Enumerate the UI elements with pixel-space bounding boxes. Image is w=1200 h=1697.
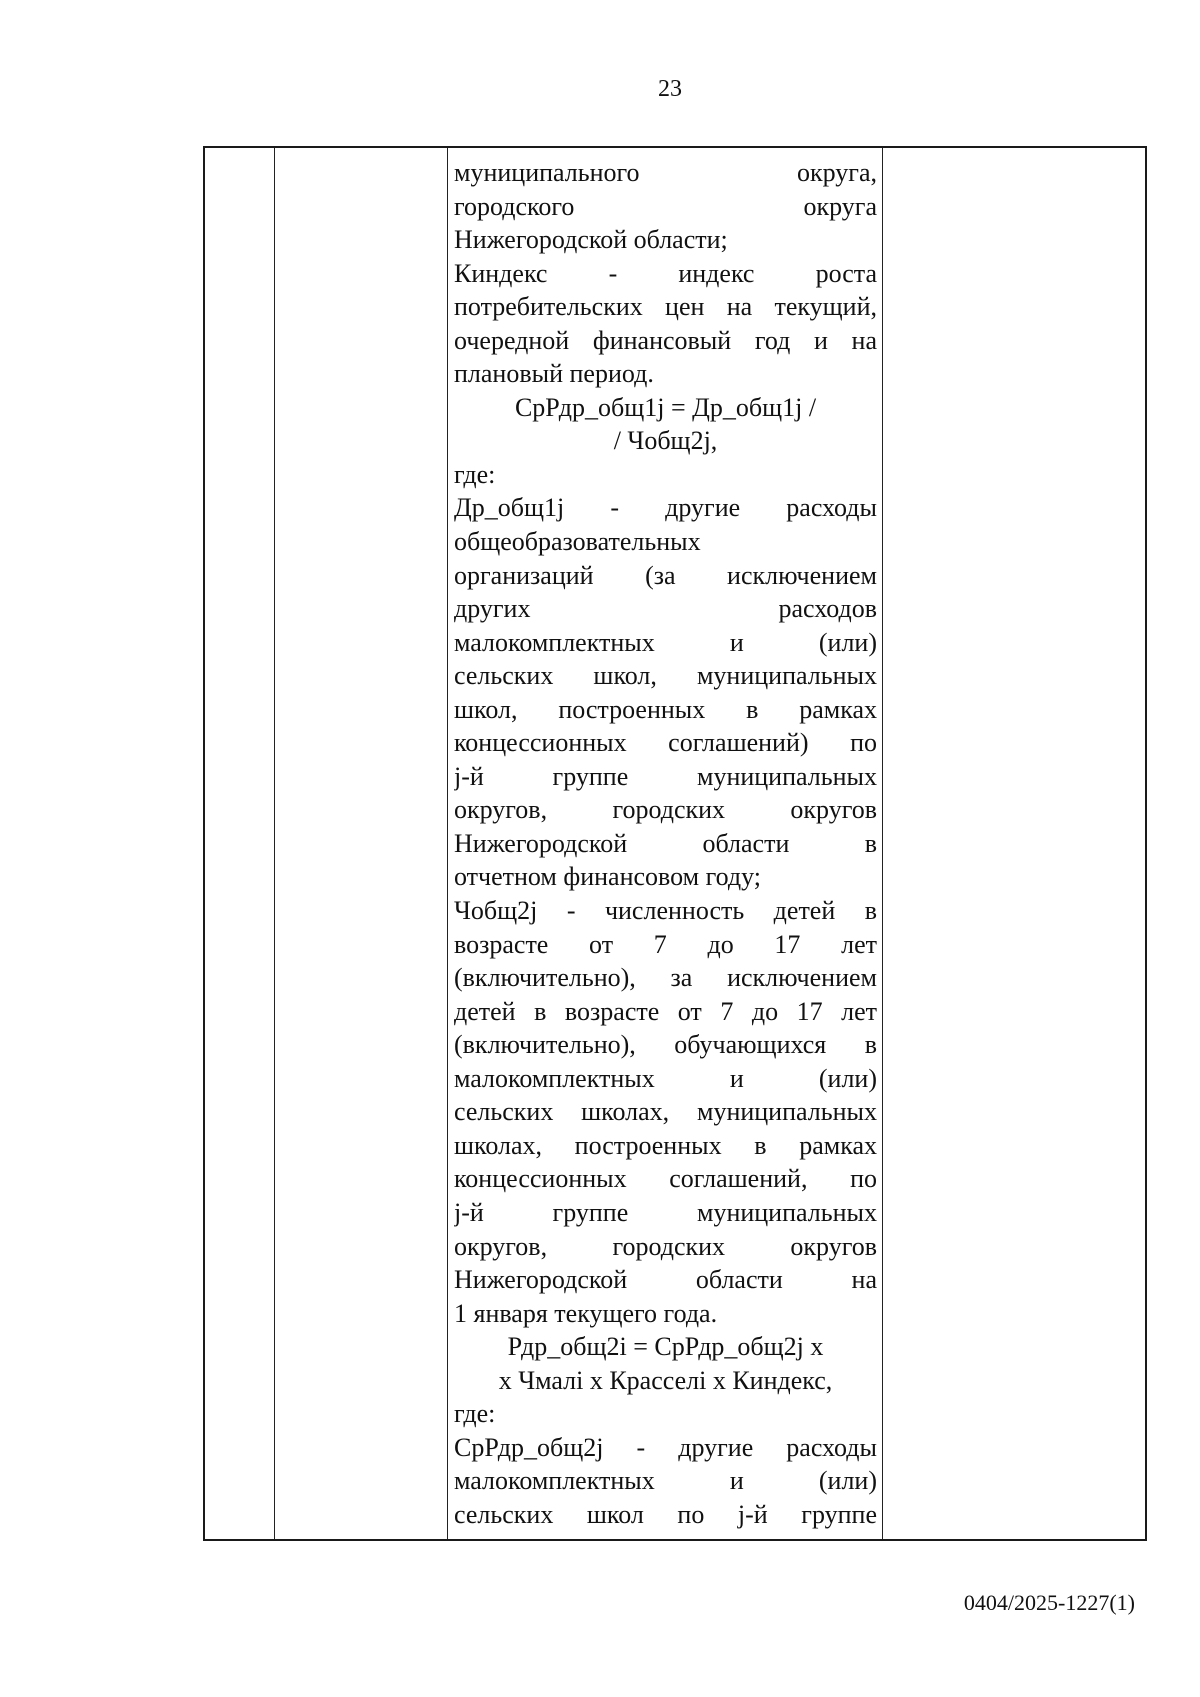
text-line: сельских школах, муниципальных (454, 1097, 877, 1127)
text-line: (включительно), обучающихся в (454, 1030, 877, 1060)
text-line: где: (454, 1399, 496, 1429)
text-line: очередной финансовый год и на (454, 325, 877, 355)
text-line: малокомплектных и (или) (454, 1063, 877, 1093)
text-line: муниципального округа, (454, 158, 877, 187)
text-line: концессионных соглашений) по (454, 728, 877, 758)
page-number: 23 (658, 76, 682, 102)
text-line: округов, городских округов (454, 795, 877, 825)
text-line: / Чобщ2j, (613, 426, 718, 456)
text-line: малокомплектных и (или) (454, 627, 877, 657)
text-line: организаций (за исключением (454, 560, 877, 590)
document-table (203, 146, 1147, 1541)
text-line: СрРдр_общ2j - другие расходы (454, 1432, 877, 1462)
text-line: сельских школ по j-й группе (454, 1499, 877, 1529)
text-line: j-й группе муниципальных (454, 1197, 877, 1227)
text-line: СрРдр_общ1j = Др_общ1j / (514, 392, 817, 422)
text-line: Киндекс - индекс роста (454, 258, 877, 288)
text-line: отчетном финансовом году; (454, 862, 761, 892)
text-line: j-й группе муниципальных (454, 761, 877, 791)
text-line: городского округа (454, 191, 877, 221)
text-line: Рдр_общ2i = СрРдр_общ2j x (507, 1332, 824, 1362)
text-line: (включительно), за исключением (454, 963, 877, 993)
text-line: возрасте от 7 до 17 лет (454, 929, 877, 959)
text-line: округов, городских округов (454, 1231, 877, 1261)
table-column-divider (447, 148, 448, 1539)
text-line: детей в возрасте от 7 до 17 лет (454, 996, 877, 1026)
text-line: других расходов (454, 594, 877, 624)
text-line: сельских школ, муниципальных (454, 661, 877, 691)
text-line: потребительских цен на текущий, (454, 292, 877, 322)
text-line: плановый период. (454, 359, 654, 389)
text-line: малокомплектных и (или) (454, 1466, 877, 1496)
table-column-divider (274, 148, 275, 1539)
text-line: школах, построенных в рамках (454, 1130, 877, 1160)
text-line: общеобразовательных (454, 527, 701, 557)
text-line: 1 января текущего года. (454, 1298, 718, 1328)
text-line: Чобщ2j - численность детей в (454, 896, 877, 926)
table-cell-text (454, 156, 877, 1531)
text-line: Нижегородской области; (454, 225, 728, 255)
text-line: x Чмалi x Красселi x Киндекс, (498, 1365, 833, 1395)
text-line: где: (454, 459, 496, 489)
text-line: Нижегородской области в (454, 828, 877, 858)
text-line: Др_общ1j - другие расходы (454, 493, 877, 523)
text-line: Нижегородской области на (454, 1265, 877, 1295)
table-column-divider (882, 148, 883, 1539)
text-line: школ, построенных в рамках (454, 694, 877, 724)
document-code: 0404/2025-1227(1) (963, 1590, 1135, 1615)
text-line: концессионных соглашений, по (454, 1164, 877, 1194)
